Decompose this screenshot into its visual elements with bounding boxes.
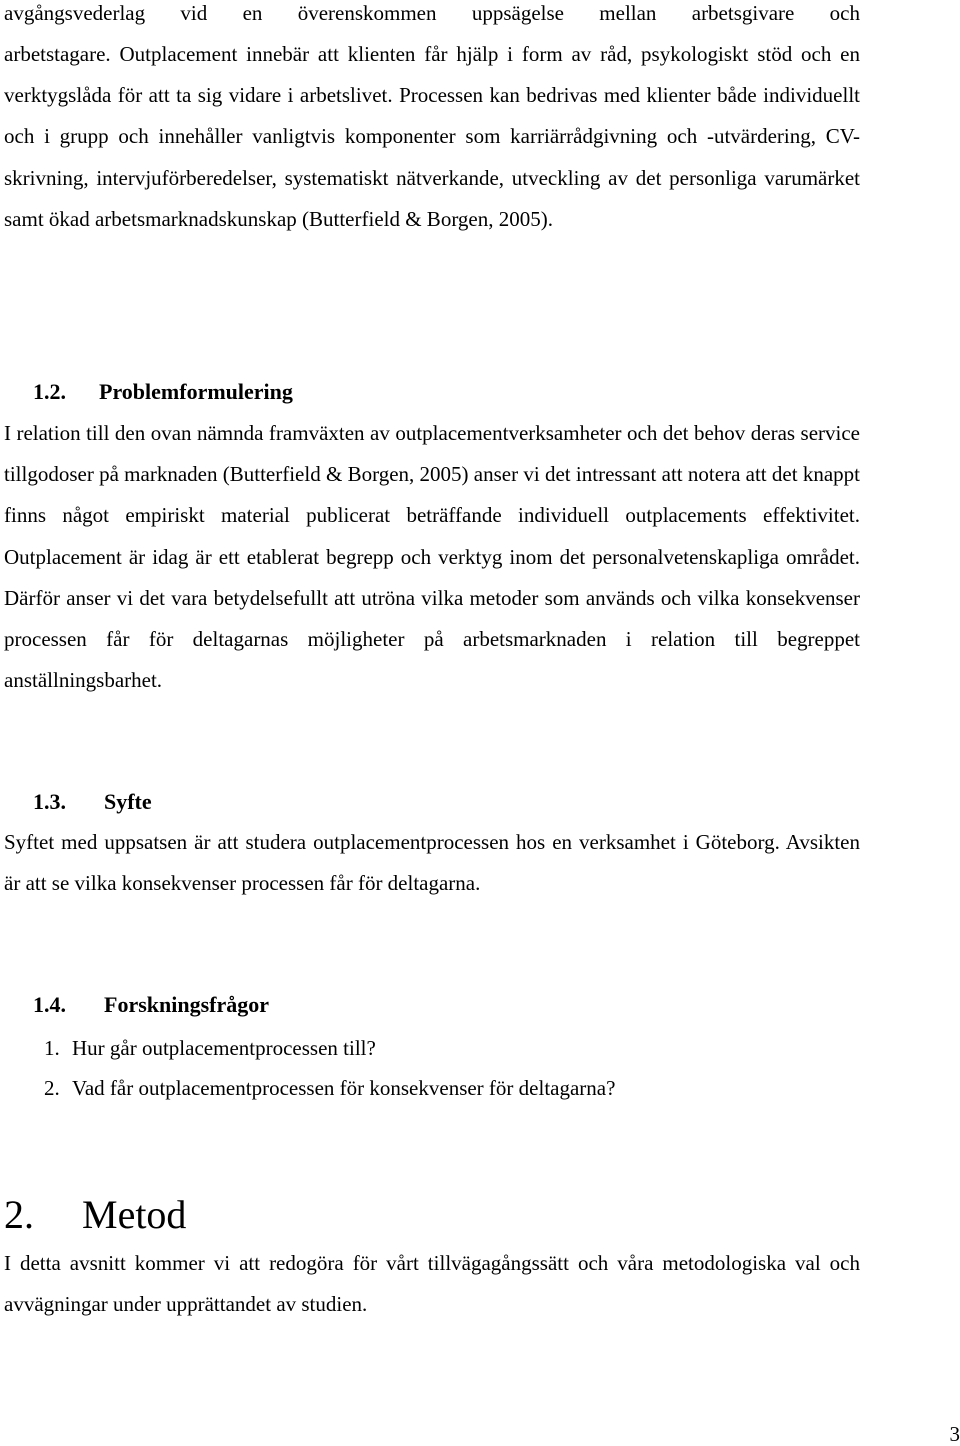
section-title: Syfte: [104, 789, 152, 814]
problemformulering-paragraph: I relation till den ovan nämnda framväxten av outplacementverksamheter och det behov deras service tillgodoser på marknaden (Butterfield & Borgen, 2005) anser vi det intressant att notera att det knappt finns något empiriskt material publicerat beträffande individuell outplacements effektivitet. Outplacement är idag är ett etablerat begrepp och verktyg inom det personalvetenskapliga området. Därför anser vi det vara betydelsefullt att utröna vilka metoder som används och vilka konsekvenser processen får för deltagarnas möjligheter på arbetsmarknaden i relation till begreppet anställningsbarhet.: [4, 421, 860, 693]
list-item: [44, 1068, 615, 1108]
section-heading-syfte: [33, 787, 152, 817]
intro-paragraph-line-1: avgångsvederlag vid en överenskommen uppsägelse mellan arbetsgivare och: [4, 1, 860, 25]
chapter-number: 2.: [4, 1192, 34, 1237]
chapter-title: Metod: [82, 1192, 187, 1237]
research-questions-list: [44, 1028, 615, 1108]
intro-paragraph: arbetstagare. Outplacement innebär att klienten får hjälp i form av råd, psykologiskt stöd och en verktygslåda för att ta sig vidare i arbetslivet. Processen kan bedrivas med klienter både individuellt och i grupp och innehåller vanligtvis komponenter som karriärrådgivning och -utvärdering, CV-skrivning, intervjuförberedelser, systematiskt nätverkande, utveckling av det personliga varumärket samt ökad arbetsmarknadskunskap (Butterfield & Borgen, 2005).: [4, 42, 860, 231]
section-title: Problemformulering: [99, 379, 293, 404]
list-marker: 1.: [44, 1036, 60, 1060]
section-heading-problemformulering: [33, 377, 293, 407]
section-number: 1.2.: [33, 379, 66, 404]
list-item-text: Hur går outplacementprocessen till?: [72, 1036, 376, 1060]
section-number: 1.4.: [33, 992, 66, 1017]
section-title: Forskningsfrågor: [104, 992, 269, 1017]
list-marker: 2.: [44, 1076, 60, 1100]
page-number: 3: [949, 1422, 960, 1446]
section-heading-forskningsfragor: [33, 990, 269, 1020]
syfte-paragraph: Syftet med uppsatsen är att studera outplacementprocessen hos en verksamhet i Göteborg. Avsikten är att se vilka konsekvenser processen får för deltagarna.: [4, 830, 860, 896]
list-item-text: Vad får outplacementprocessen för konsekvenser för deltagarna?: [72, 1076, 616, 1100]
list-item: [44, 1028, 615, 1068]
metod-paragraph: I detta avsnitt kommer vi att redogöra för vårt tillvägagångssätt och våra metodologiska val och avvägningar under upprättandet av studien.: [4, 1251, 860, 1317]
chapter-heading-metod: [4, 1190, 186, 1240]
section-number: 1.3.: [33, 789, 66, 814]
